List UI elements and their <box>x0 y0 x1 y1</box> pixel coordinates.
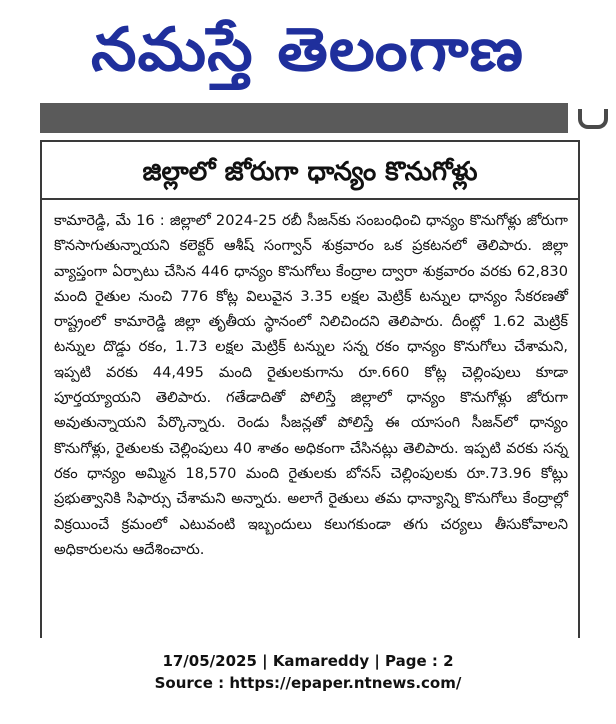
page-header-band <box>40 103 616 133</box>
masthead-title: నమస్తే తెలంగాణ <box>91 15 525 85</box>
masthead <box>0 0 616 100</box>
headline-divider <box>42 198 578 200</box>
edition-info: 17/05/2025 | Kamareddy | Page : 2 <box>162 652 454 670</box>
article-headline: జిల్లాలో జోరుగా ధాన్యం కొనుగోళ్లు <box>142 157 478 187</box>
page-number-tab <box>568 103 616 133</box>
footer <box>0 650 616 694</box>
news-article <box>40 140 580 638</box>
article-body: కామారెడ్డి, మే 16 : జిల్లాలో 2024-25 రబీ సీజన్‌కు సంబంధించి ధాన్యం కొనుగోళ్లు జోరుగా కొనసాగుతున్నాయని కలెక్టర్ ఆశీష్ సంగ్వాన్ శుక్రవారం ఒక ప్రకటనలో తెలిపారు. జిల్లా వ్యాప్తంగా ఏర్పాటు చేసిన 446 ధాన్యం కొనుగోలు కేంద్రాల ద్వారా శుక్రవారం వరకు 62,830 మంది రైతుల నుంచి 776 కోట్ల విలువైన 3.35 లక్షల మెట్రిక్ టన్నుల ధాన్యం సేకరణతో రాష్ట్రంలో కామారెడ్డి జిల్లా తృతీయ స్థానంలో నిలిచిందని తెలిపారు. దీంట్లో 1.62 మెట్రిక్ టన్నుల దొడ్డు రకం, 1.73 లక్షల మెట్రిక్ టన్నుల సన్న రకం ధాన్యం కొనుగోలు చేశామని, ఇప్పటి వరకు 44,495 మంది రైతులకుగాను రూ.660 కోట్ల చెల్లింపులు కూడా పూర్తయ్యాయని తెలిపారు. గతేడాదితో పోలిస్తే జిల్లాలో ధాన్యం కొనుగోళ్లు జోరుగా అవుతున్నాయని పేర్కొన్నారు. రెండు సీజన్లతో పోలిస్తే ఈ యాసంగి సీజన్‌లో ధాన్యం కొనుగోళ్లు, రైతులకు చెల్లింపులు 40 శాతం అధికంగా చేసినట్లు తెలిపారు. ఇప్పటి వరకు సన్న రకం ధాన్యం అమ్మిన 18,570 మంది రైతులకు బోనస్ చెల్లింపులకు రూ.73.96 కోట్లు ప్రభుత్వానికి సిఫార్సు చేశామని అన్నారు. అలాగే రైతులు తమ ధాన్యాన్ని కొనుగోలు కేంద్రాల్లో విక్రయించే క్రమంలో ఎటువంటి ఇబ్బందులు కలుగకుండా తగు చర్యలు తీసుకోవాలని అధికారులను ఆదేశించారు. <box>54 212 568 558</box>
source-link[interactable]: Source : https://epaper.ntnews.com/ <box>154 674 462 692</box>
